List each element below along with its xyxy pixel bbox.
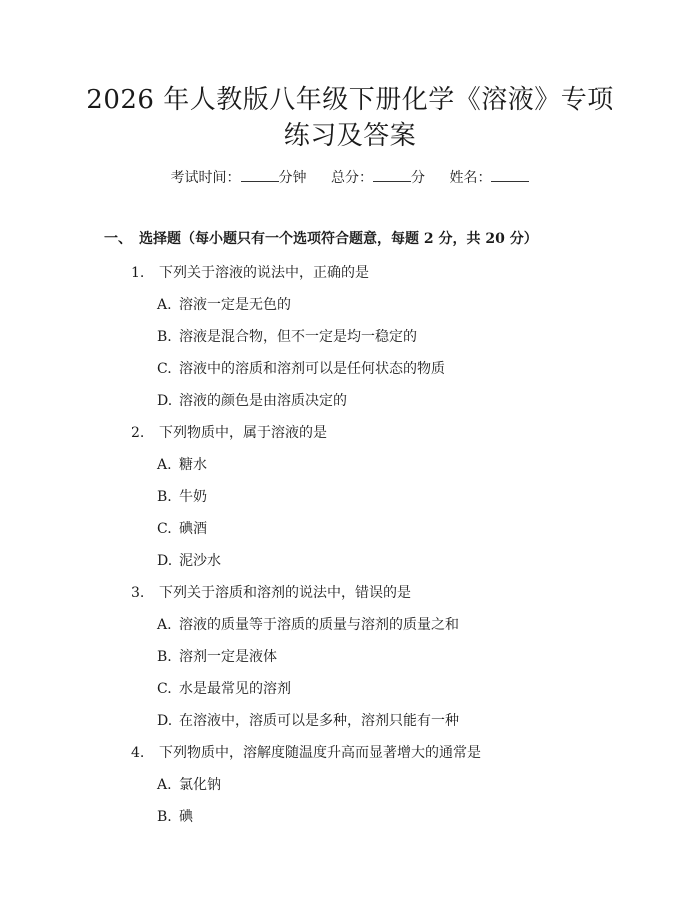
question-3-option-a [157,614,459,634]
option-text: 水是最常见的溶剂 [179,681,291,697]
option-text: 氯化钠 [179,777,221,793]
option-letter: C. [157,361,172,377]
question-3-option-c [157,678,291,698]
option-letter: A. [157,457,172,473]
option-text: 溶液的质量等于溶质的质量与溶剂的质量之和 [179,617,459,633]
option-letter: C. [157,681,172,697]
question-text: 下列关于溶液的说法中，正确的是 [159,265,369,281]
question-3-option-d [157,710,459,730]
question-2-option-a [157,454,207,474]
section-number: 一、 [104,231,132,247]
question-4-option-b [157,806,193,826]
section-title: 选择题（每小题只有一个选项符合题意，每题 2 分，共 20 分） [139,231,538,247]
option-letter: D. [157,713,173,729]
exam-time-field [171,167,307,187]
option-text: 溶液是混合物，但不一定是均一稳定的 [179,329,417,345]
question-1-option-d [157,390,347,410]
question-2-option-c [157,518,207,538]
document-title-line-1: 2026 年人教版八年级下册化学《溶液》专项 [86,85,614,115]
student-name-field [449,167,529,187]
question-number: 4. [131,745,145,761]
option-letter: A. [157,777,172,793]
document-title-line-2: 练习及答案 [283,121,417,151]
question-1-option-b [157,326,417,346]
question-1-option-c [157,358,445,378]
question-number: 1. [131,265,145,281]
student-name-blank [491,169,529,182]
question-1-option-a [157,294,291,314]
option-letter: B. [157,329,172,345]
question-number: 2. [131,425,145,441]
option-text: 牛奶 [179,489,207,505]
option-text: 糖水 [179,457,207,473]
total-score-label: 总分： [331,170,373,186]
exam-time-label: 考试时间： [170,170,241,186]
exam-time-unit: 分钟 [278,170,307,186]
option-letter: B. [157,649,172,665]
option-text: 在溶液中，溶质可以是多种，溶剂只能有一种 [179,713,459,729]
section-heading-choice [104,228,538,248]
option-text: 碘 [179,809,193,825]
option-text: 溶液中的溶质和溶剂可以是任何状态的物质 [179,361,445,377]
option-text: 溶液一定是无色的 [179,297,291,313]
option-letter: B. [157,809,172,825]
question-2-option-b [157,486,207,506]
option-text: 溶液的颜色是由溶质决定的 [179,393,347,409]
student-name-label: 姓名： [449,170,492,186]
question-2 [131,422,327,442]
option-letter: C. [157,521,172,537]
option-letter: A. [157,297,172,313]
question-text: 下列关于溶质和溶剂的说法中，错误的是 [159,585,411,601]
question-1 [131,262,369,282]
option-text: 溶剂一定是液体 [179,649,277,665]
option-text: 碘酒 [179,521,207,537]
option-letter: D. [157,393,173,409]
question-number: 3. [131,585,145,601]
option-text: 泥沙水 [179,553,221,569]
total-score-blank [373,169,411,182]
question-3 [131,582,411,602]
exam-info-row [0,167,700,187]
exam-time-blank [241,169,279,182]
option-letter: A. [157,617,172,633]
total-score-unit: 分 [411,170,425,186]
question-4-option-a [157,774,221,794]
total-score-field [331,167,425,187]
question-3-option-b [157,646,277,666]
question-text: 下列物质中，属于溶液的是 [159,425,327,441]
question-4 [131,742,481,762]
question-text: 下列物质中，溶解度随温度升高而显著增大的通常是 [159,745,481,761]
option-letter: D. [157,553,173,569]
question-2-option-d [157,550,221,570]
option-letter: B. [157,489,172,505]
